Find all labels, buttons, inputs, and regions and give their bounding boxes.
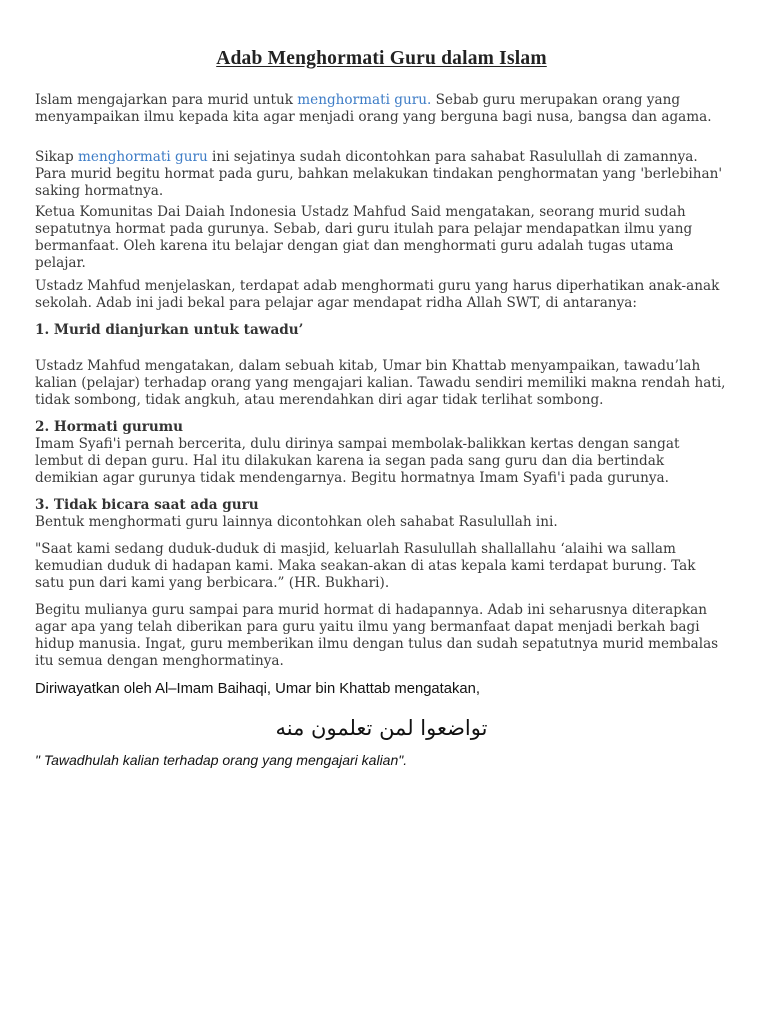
document-title: Adab Menghormati Guru dalam Islam [216, 48, 547, 69]
paragraph-adab-list-intro: Ustadz Mahfud menjelaskan, terdapat adab menghormati guru yang harus diperhatikan anak-anak sekolah. Adab ini jadi bekal para pelajar agar mendapat ridha Allah SWT, di antaranya: [35, 278, 720, 311]
paragraph-imam-syafii: Imam Syafi'i pernah bercerita, dulu dirinya sampai membolak-balikkan kertas dengan sangat lembut di depan guru. Hal itu dilakukan karena ia segan pada sang guru dan dia bertindak demikian agar gurunya tidak mendengarnya. Begitu hormatnya Imam Syafi'i pada gurunya. [35, 436, 680, 486]
paragraph-sahabat [35, 149, 728, 200]
paragraph-intro [35, 92, 728, 126]
paragraph-tawadu: Ustadz Mahfud mengatakan, dalam sebuah kitab, Umar bin Khattab menyampaikan, tawadu’lah kalian (pelajar) terhadap orang yang mengajari kalian. Tawadu sendiri memiliki makna rendah hati, tidak sombong, tidak angkuh, atau merendahkan diri agar tidak terlihat sombong. [35, 358, 726, 408]
paragraph-sahabat-example: Bentuk menghormati guru lainnya dicontohkan oleh sahabat Rasulullah ini. [35, 514, 558, 530]
paragraph-sahabat-text-start: Sikap [35, 149, 79, 165]
paragraph-intro-text-end: Sebab guru merupakan orang yang menyampaikan ilmu kepada kita agar menjadi orang yang berguna bagi nusa, bangsa dan agama. [35, 92, 712, 125]
paragraph-hadith-quote: "Saat kami sedang duduk-duduk di masjid, keluarlah Rasulullah shallallahu ‘alaihi wa sallam kemudian duduk di hadapan kami. Maka seakan-akan di atas kepala kami terdapat burung. Tak satu pun dari kami yang berbicara.” (HR. Bukhari). [35, 541, 696, 591]
heading-hormati-gurumu: 2. Hormati gurumu [35, 419, 184, 435]
paragraph-riwayat: Diriwayatkan oleh Al–Imam Baihaqi, Umar bin Khattab mengatakan, [35, 681, 480, 697]
paragraph-conclusion: Begitu mulianya guru sampai para murid hormat di hadapannya. Adab ini seharusnya diterapkan agar apa yang telah diberikan para guru yaitu ilmu yang bermanfaat dapat menjadi berkah bagi hidup manusia. Ingat, guru memberikan ilmu dengan tulus dan sudah sepatutnya murid membalas itu semua dengan menghormatinya. [35, 602, 719, 669]
heading-tidak-bicara: 3. Tidak bicara saat ada guru [35, 497, 259, 513]
paragraph-sahabat-text-end: ini sejatinya sudah dicontohkan para sahabat Rasulullah di zamannya. Para murid begitu hormat pada guru, bahkan melakukan tindakan penghormatan yang 'berlebihan' saking hormatnya. [35, 149, 723, 199]
link-menghormati-guru[interactable]: menghormati guru. [297, 92, 432, 108]
heading-tawadu: 1. Murid dianjurkan untuk tawadu’ [35, 322, 304, 338]
translation-quote: " Tawadhulah kalian terhadap orang yang mengajari kalian". [35, 752, 408, 768]
paragraph-intro-text-start: Islam mengajarkan para murid untuk [35, 92, 298, 108]
paragraph-ketua-komunitas: Ketua Komunitas Dai Daiah Indonesia Ustadz Mahfud Said mengatakan, seorang murid sudah sepatutnya hormat pada gurunya. Sebab, dari guru itulah para pelajar mendapatkan ilmu yang bermanfaat. Oleh karena itu belajar dengan giat dan menghormati guru adalah tugas utama pelajar. [35, 204, 693, 271]
link-menghormati-guru-2[interactable]: menghormati guru [78, 149, 208, 165]
arabic-quote: تواضعوا لمن تعلمون منه [275, 716, 488, 740]
